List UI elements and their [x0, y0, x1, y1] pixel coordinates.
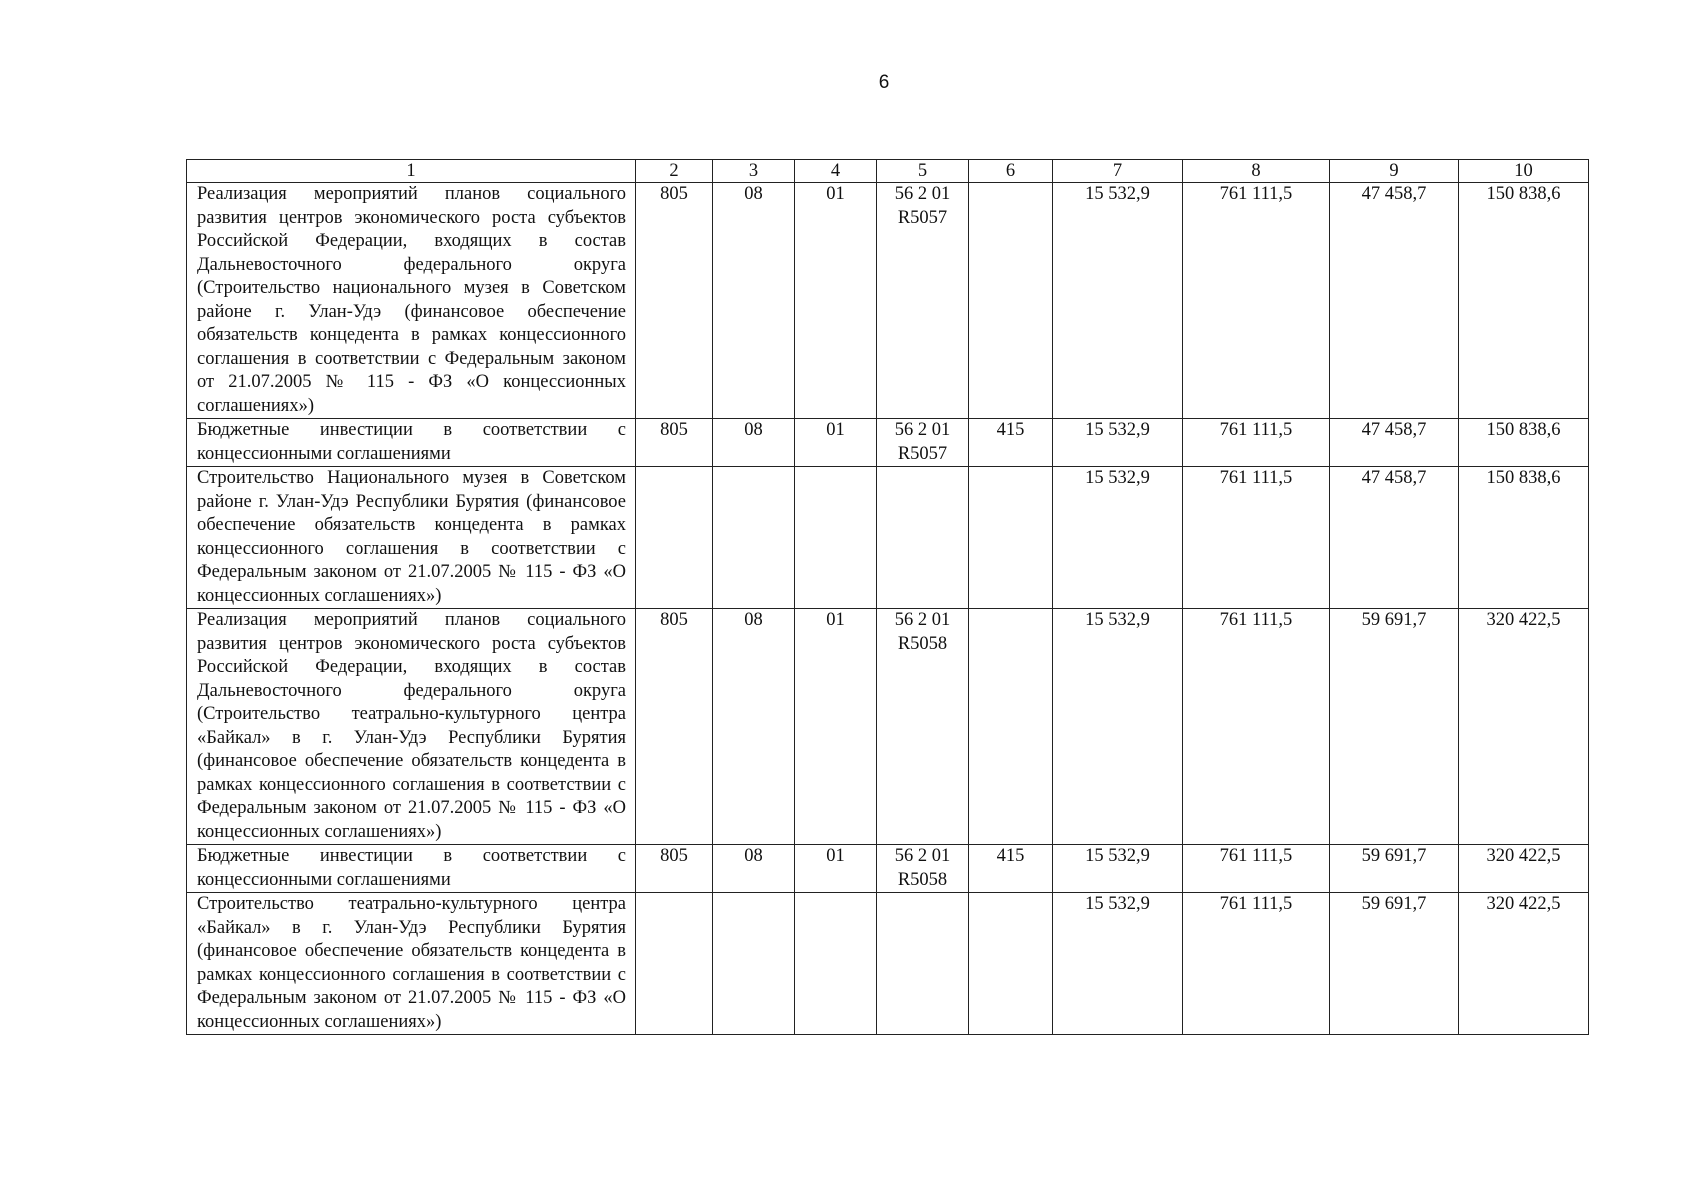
- row-description: Реализация мероприятий планов социального развития центров экономического роста субъектов Российской Федерации, входящих в состав Дальневосточного федерального округа (Строительство национального музея в Советском районе г. Улан-Удэ (финансовое обеспечение обязательств концедента в рамках концессионного соглашения в соответствии с Федеральным законом от 21.07.2005 № 115 - ФЗ «О концессионных соглашениях»): [187, 183, 636, 419]
- code-ministry: [636, 467, 713, 609]
- code-section: 08: [713, 183, 795, 419]
- header-row: [187, 160, 1589, 183]
- table-row: [187, 609, 1589, 845]
- amount-col9: 59 691,7: [1330, 609, 1459, 845]
- table-row: [187, 845, 1589, 893]
- code-ministry: 805: [636, 609, 713, 845]
- amount-col8: 761 111,5: [1183, 609, 1330, 845]
- column-header: 3: [713, 160, 795, 183]
- table-row: [187, 467, 1589, 609]
- code-target: [877, 609, 969, 845]
- row-description: Бюджетные инвестиции в соответствии с концессионными соглашениями: [187, 419, 636, 467]
- code-ministry: 805: [636, 183, 713, 419]
- code-section: [713, 893, 795, 1035]
- amount-col7: 15 532,9: [1053, 845, 1183, 893]
- code-target-part2: R5057: [897, 443, 948, 464]
- column-header: 5: [877, 160, 969, 183]
- code-target: [877, 183, 969, 419]
- amount-col10: 320 422,5: [1459, 609, 1589, 845]
- row-description: Бюджетные инвестиции в соответствии с концессионными соглашениями: [187, 845, 636, 893]
- column-header: 2: [636, 160, 713, 183]
- amount-col8: 761 111,5: [1183, 419, 1330, 467]
- code-expense-type: [969, 609, 1053, 845]
- code-subsection: [795, 893, 877, 1035]
- code-section: 08: [713, 609, 795, 845]
- row-description: Реализация мероприятий планов социального развития центров экономического роста субъектов Российской Федерации, входящих в состав Дальневосточного федерального округа (Строительство театрально-культурного центра «Байкал» в г. Улан-Удэ Республики Бурятия (финансовое обеспечение обязательств концедента в рамках концессионного соглашения в соответствии с Федеральным законом от 21.07.2005 № 115 - ФЗ «О концессионных соглашениях»): [187, 609, 636, 845]
- amount-col9: 59 691,7: [1330, 893, 1459, 1035]
- amount-col7: 15 532,9: [1053, 419, 1183, 467]
- amount-col9: 47 458,7: [1330, 467, 1459, 609]
- code-expense-type: 415: [969, 845, 1053, 893]
- amount-col7: 15 532,9: [1053, 183, 1183, 419]
- amount-col10: 150 838,6: [1459, 467, 1589, 609]
- code-target-part2: R5058: [897, 633, 948, 654]
- column-header: 7: [1053, 160, 1183, 183]
- amount-col10: 150 838,6: [1459, 183, 1589, 419]
- amount-col8: 761 111,5: [1183, 845, 1330, 893]
- code-target-part1: 56 2 01: [894, 184, 951, 204]
- amount-col8: 761 111,5: [1183, 893, 1330, 1035]
- amount-col7: 15 532,9: [1053, 609, 1183, 845]
- column-header: 1: [187, 160, 636, 183]
- amount-col7: 15 532,9: [1053, 467, 1183, 609]
- code-expense-type: 415: [969, 419, 1053, 467]
- code-subsection: 01: [795, 183, 877, 419]
- code-section: 08: [713, 419, 795, 467]
- column-header: 9: [1330, 160, 1459, 183]
- amount-col8: 761 111,5: [1183, 183, 1330, 419]
- amount-col9: 47 458,7: [1330, 183, 1459, 419]
- budget-table: [186, 159, 1589, 1035]
- code-target: [877, 419, 969, 467]
- code-target-part1: 56 2 01: [894, 420, 951, 440]
- code-expense-type: [969, 183, 1053, 419]
- code-target: [877, 845, 969, 893]
- amount-col7: 15 532,9: [1053, 893, 1183, 1035]
- table-row: [187, 419, 1589, 467]
- amount-col10: 320 422,5: [1459, 893, 1589, 1035]
- amount-col9: 47 458,7: [1330, 419, 1459, 467]
- code-ministry: [636, 893, 713, 1035]
- amount-col8: 761 111,5: [1183, 467, 1330, 609]
- amount-col10: 320 422,5: [1459, 845, 1589, 893]
- code-ministry: 805: [636, 845, 713, 893]
- amount-col9: 59 691,7: [1330, 845, 1459, 893]
- code-section: 08: [713, 845, 795, 893]
- code-subsection: [795, 467, 877, 609]
- code-target: [877, 467, 969, 609]
- code-target: [877, 893, 969, 1035]
- code-subsection: 01: [795, 419, 877, 467]
- code-expense-type: [969, 467, 1053, 609]
- table-row: [187, 893, 1589, 1035]
- code-subsection: 01: [795, 609, 877, 845]
- code-subsection: 01: [795, 845, 877, 893]
- code-ministry: 805: [636, 419, 713, 467]
- code-section: [713, 467, 795, 609]
- column-header: 6: [969, 160, 1053, 183]
- code-target-part1: 56 2 01: [894, 846, 951, 866]
- row-description: Строительство театрально-культурного центра «Байкал» в г. Улан-Удэ Республики Бурятия (финансовое обеспечение обязательств концедента в рамках концессионного соглашения в соответствии с Федеральным законом от 21.07.2005 № 115 - ФЗ «О концессионных соглашениях»): [187, 893, 636, 1035]
- row-description: Строительство Национального музея в Советском районе г. Улан-Удэ Республики Бурятия (финансовое обеспечение обязательств концедента в рамках концессионного соглашения в соответствии с Федеральным законом от 21.07.2005 № 115 - ФЗ «О концессионных соглашениях»): [187, 467, 636, 609]
- table-row: [187, 183, 1589, 419]
- code-target-part1: 56 2 01: [894, 610, 951, 630]
- column-header: 8: [1183, 160, 1330, 183]
- column-header: 4: [795, 160, 877, 183]
- amount-col10: 150 838,6: [1459, 419, 1589, 467]
- column-header: 10: [1459, 160, 1589, 183]
- page-number: 6: [878, 72, 890, 93]
- code-target-part2: R5057: [897, 207, 948, 228]
- code-target-part2: R5058: [897, 869, 948, 890]
- code-expense-type: [969, 893, 1053, 1035]
